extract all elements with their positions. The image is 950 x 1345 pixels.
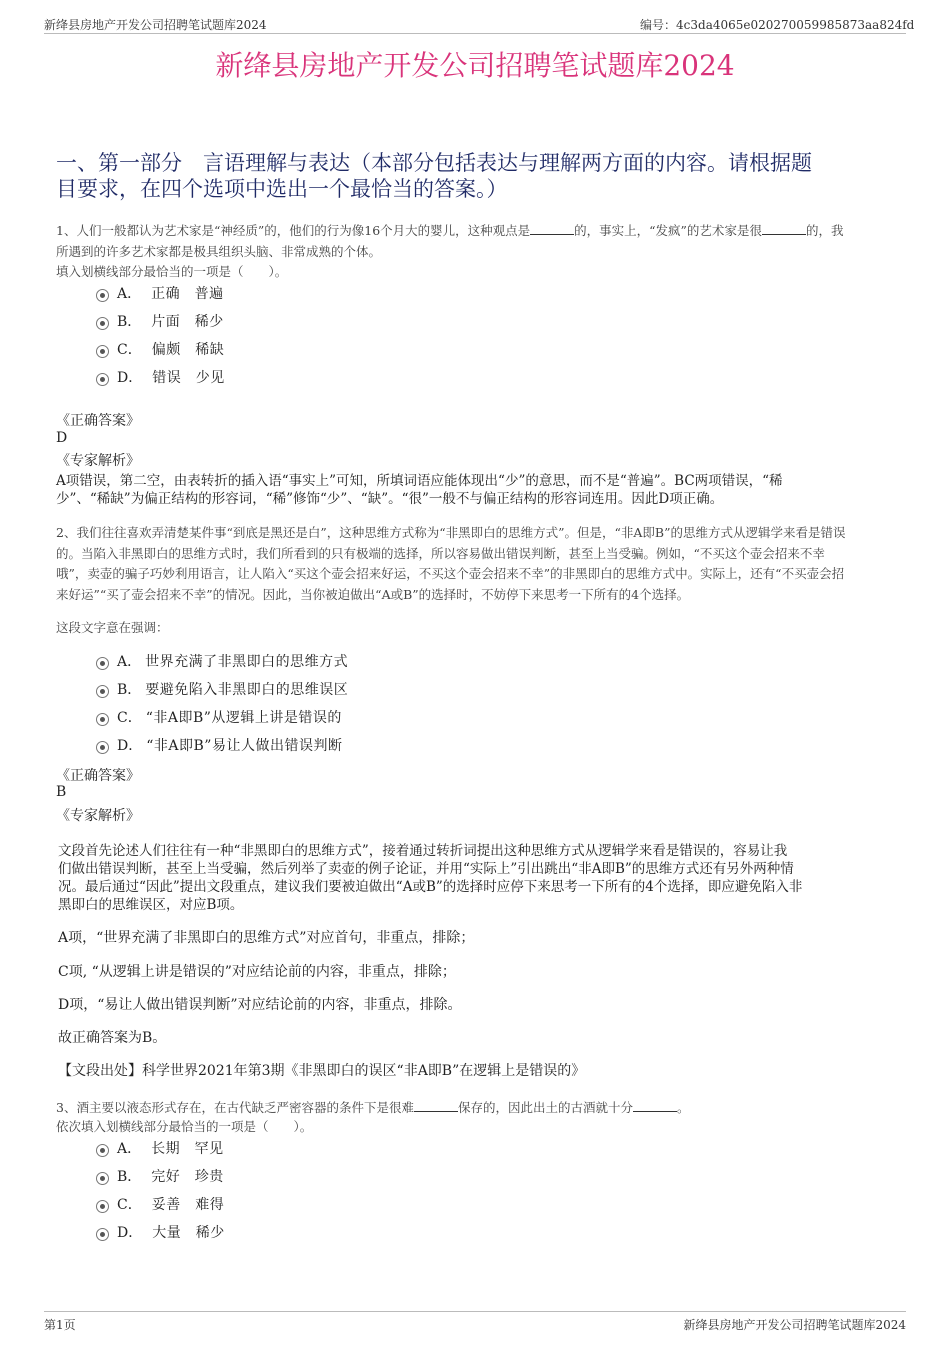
q1-option-c-letter: C． xyxy=(117,342,142,358)
q2-option-d-text: “非A即B”易让人做出错误判断 xyxy=(146,738,343,754)
q3-option-a-text: 长期 罕见 xyxy=(151,1141,224,1157)
footer-page-number: 第1页 xyxy=(44,1318,76,1332)
q2-option-c[interactable] xyxy=(96,707,342,727)
q3-option-c-text: 妥善 难得 xyxy=(151,1197,225,1213)
q2-option-c-text: “非A即B”从逻辑上讲是错误的 xyxy=(145,710,342,726)
footer-divider xyxy=(44,1311,906,1312)
q1-blank-2 xyxy=(762,223,806,235)
q2-note-d: D项，“易让人做出错误判断”对应结论前的内容，非重点，排除。 xyxy=(58,997,462,1013)
section-heading-line2: 目要求，在四个选项中选出一个最恰当的答案。） xyxy=(56,177,508,201)
radio-icon[interactable] xyxy=(96,1144,109,1157)
q1-option-c[interactable] xyxy=(96,339,224,359)
q2-stem-line3: 哦”，卖壶的骗子巧妙利用语言，让人陷入“买这个壶会招来好运，不买这个壶会招来不幸”的非黑即白的思维方式中。实际上，还有“不买壶会招 xyxy=(56,566,845,581)
q2-option-c-letter: C． xyxy=(117,710,142,726)
q3-blank-2 xyxy=(633,1100,677,1112)
q1-option-a-text: 正确 普遍 xyxy=(151,286,224,302)
q3-option-b-letter: B． xyxy=(117,1169,142,1185)
q3-prompt: 依次填入划横线部分最恰当的一项是（ ）。 xyxy=(56,1119,313,1134)
q1-prompt: 填入划横线部分最恰当的一项是（ ）。 xyxy=(56,264,288,279)
q2-analysis-line3: 况。最后通过“因此”提出文段重点，建议我们要被迫做出“A或B”的选择时应停下来思考一下所有的4个选择，即应避免陷入非 xyxy=(58,879,803,895)
q1-stem-part3: 的，我 xyxy=(805,223,844,238)
q1-analysis-line2: 少”、“稀缺”为偏正结构的形容词，“稀”修饰“少”、“缺”。“很”一般不与偏正结构的形容词连用。因此D项正确。 xyxy=(56,491,724,507)
radio-icon[interactable] xyxy=(96,657,109,670)
q2-answer: B xyxy=(56,784,67,800)
q1-option-c-text: 偏颇 稀缺 xyxy=(151,342,225,358)
q1-answer-label: 《正确答案》 xyxy=(56,413,140,429)
radio-icon[interactable] xyxy=(96,345,109,358)
q2-option-b[interactable] xyxy=(96,679,348,699)
q2-analysis-line2: 们做出错误判断，甚至上当受骗，然后列举了卖壶的例子论证，并用“实际上”引出跳出“非A即B”的思维方式还有另外两种情 xyxy=(58,861,794,877)
q3-option-c-letter: C． xyxy=(117,1197,142,1213)
radio-icon[interactable] xyxy=(96,317,109,330)
header-doc-id xyxy=(640,16,914,33)
footer-doc-title: 新绛县房地产开发公司招聘笔试题库2024 xyxy=(683,1318,906,1332)
q3-option-c[interactable] xyxy=(96,1194,224,1214)
q2-stem-line1: 2、我们往往喜欢弄清楚某件事“到底是黑还是白”，这种思维方式称为“非黑即白的思维方式”。但是，“非A即B”的思维方式从逻辑学来看是错误 xyxy=(56,525,846,540)
q1-stem-line1 xyxy=(56,221,843,239)
q2-source: 【文段出处】科学世界2021年第3期《非黑即白的误区“非A即B”在逻辑上是错误的》 xyxy=(58,1063,586,1079)
q1-blank-1 xyxy=(530,223,574,235)
q3-blank-1 xyxy=(414,1100,458,1112)
q3-option-a-letter: A． xyxy=(117,1141,142,1157)
radio-icon[interactable] xyxy=(96,713,109,726)
q1-answer: D xyxy=(56,430,68,446)
q1-option-d-letter: D． xyxy=(117,370,143,386)
q1-option-d-text: 错误 少见 xyxy=(152,370,225,386)
q2-option-a-text: 世界充满了非黑即白的思维方式 xyxy=(145,654,349,670)
q1-option-b[interactable] xyxy=(96,311,224,331)
q3-stem-part2: 保存的，因此出土的古酒就十分 xyxy=(457,1100,633,1115)
q2-option-a[interactable] xyxy=(96,651,348,671)
q3-option-d-text: 大量 稀少 xyxy=(152,1225,225,1241)
q1-option-a[interactable] xyxy=(96,283,224,303)
section-heading-line1: 一、第一部分 言语理解与表达（本部分包括表达与理解两方面的内容。请根据题 xyxy=(56,151,812,175)
q3-stem-part3: 。 xyxy=(676,1100,690,1115)
radio-icon[interactable] xyxy=(96,1228,109,1241)
q3-stem-part1: 3、酒主要以液态形式存在，在古代缺乏严密容器的条件下是很难 xyxy=(56,1100,414,1115)
q2-option-d-letter: D． xyxy=(117,738,143,754)
q3-option-a[interactable] xyxy=(96,1138,224,1158)
q1-analysis-label: 《专家解析》 xyxy=(56,453,140,469)
radio-icon[interactable] xyxy=(96,685,109,698)
q2-stem-line2: 的。当陷入非黑即白的思维方式时，我们所看到的只有极端的选择，所以容易做出错误判断，甚至上当受骗。例如，“不买这个壶会招来不幸 xyxy=(56,546,825,561)
q2-option-b-text: 要避免陷入非黑即白的思维误区 xyxy=(145,682,349,698)
header-doc-title: 新绛县房地产开发公司招聘笔试题库2024 xyxy=(44,18,267,32)
q3-stem-line1 xyxy=(56,1098,690,1116)
q2-note-c: C项, “从逻辑上讲是错误的”对应结论前的内容，非重点，排除； xyxy=(58,964,456,980)
radio-icon[interactable] xyxy=(96,373,109,386)
header-doc-id-label: 编号： xyxy=(640,18,677,32)
q2-analysis-line4: 黑即白的思维误区，对应B项。 xyxy=(58,897,244,913)
header-doc-id-code: 4c3da4065e020270059985873aa824fd xyxy=(676,18,915,32)
q2-prompt: 这段文字意在强调： xyxy=(56,620,169,635)
q1-stem-part2: 的，事实上，“发疯”的艺术家是很 xyxy=(574,223,762,238)
q1-option-b-text: 片面 稀少 xyxy=(151,314,224,330)
q2-answer-label: 《正确答案》 xyxy=(56,768,140,784)
q2-note-a: A项，“世界充满了非黑即白的思维方式”对应首句，非重点，排除； xyxy=(58,930,475,946)
q2-option-d[interactable] xyxy=(96,735,342,755)
radio-icon[interactable] xyxy=(96,1172,109,1185)
q3-option-d[interactable] xyxy=(96,1222,225,1242)
header-divider xyxy=(44,33,906,34)
q2-stem-line4: 来好运”“买了壶会招来不幸”的情况。因此，当你被迫做出“A或B”的选择时，不妨停下来思考一下所有的4个选择。 xyxy=(56,587,690,602)
q3-option-b-text: 完好 珍贵 xyxy=(151,1169,224,1185)
q2-analysis-label: 《专家解析》 xyxy=(56,808,140,824)
q2-analysis-line1: 文段首先论述人们往往有一种“非黑即白的思维方式”，接着通过转折词提出这种思维方式从逻辑学来看是错误的，容易让我 xyxy=(58,843,788,859)
q2-conclusion: 故正确答案为B。 xyxy=(58,1030,167,1046)
q2-option-b-letter: B． xyxy=(117,682,142,698)
q1-option-d[interactable] xyxy=(96,367,225,387)
q1-option-a-letter: A． xyxy=(117,286,142,302)
q3-option-b[interactable] xyxy=(96,1166,224,1186)
q1-option-b-letter: B． xyxy=(117,314,142,330)
radio-icon[interactable] xyxy=(96,741,109,754)
q1-analysis-line1: A项错误，第二空，由表转折的插入语“事实上”可知，所填词语应能体现出“少”的意思，而不是“普遍”。BC两项错误，“稀 xyxy=(56,473,783,489)
q2-option-a-letter: A． xyxy=(117,654,142,670)
page-title: 新绛县房地产开发公司招聘笔试题库2024 xyxy=(215,49,735,82)
radio-icon[interactable] xyxy=(96,1200,109,1213)
q3-option-d-letter: D． xyxy=(117,1225,143,1241)
q1-stem-part1: 1、人们一般都认为艺术家是“神经质”的，他们的行为像16个月大的婴儿，这种观点是 xyxy=(56,223,531,238)
q1-stem-line2: 所遇到的许多艺术家都是极具组织头脑、非常成熟的个体。 xyxy=(56,244,382,259)
radio-icon[interactable] xyxy=(96,289,109,302)
